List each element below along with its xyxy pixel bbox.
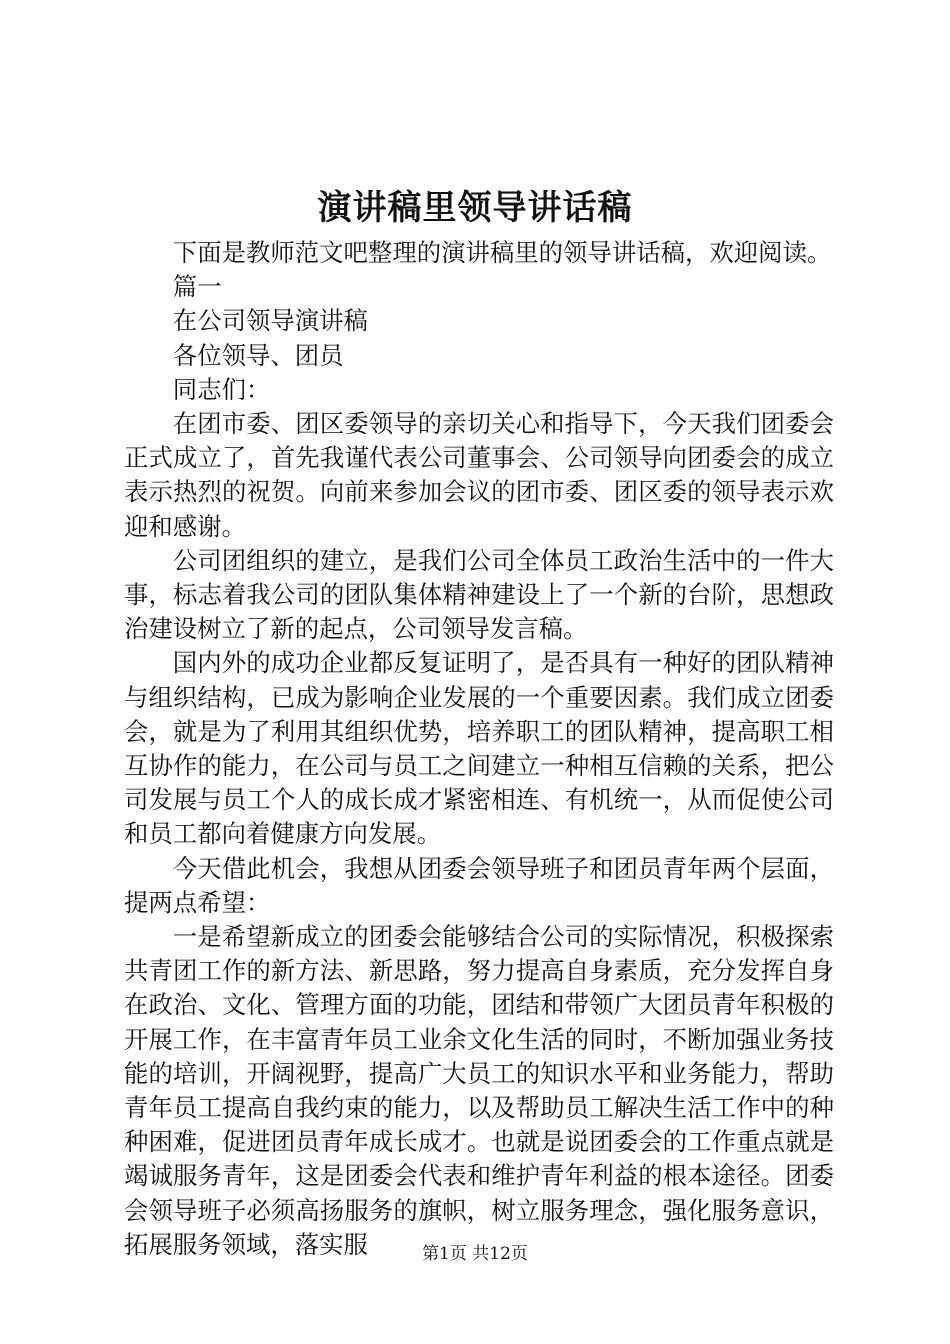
document-title: 演讲稿里领导讲话稿 [317, 188, 633, 228]
paragraph-salutation: 各位领导、团员 [172, 340, 344, 370]
paragraph-intro: 下面是教师范文吧整理的演讲稿里的领导讲话稿，欢迎阅读。 [172, 238, 832, 267]
paragraph-body: 在团市委、团区委领导的亲切关心和指导下，今天我们团委会正式成立了，首先我谨代表公司董事会、公司领导向团委会的成立表示热烈的祝贺。向前来参加会议的团市委、团区委的领导表示欢迎和感谢。 [124, 409, 834, 541]
paragraph-body: 公司团组织的建立，是我们公司全体员工政治生活中的一件大事，标志着我公司的团队集体精神建设上了一个新的台阶，思想政治建设树立了新的起点，公司领导发言稿。 [124, 545, 834, 644]
paragraph-body: 国内外的成功企业都反复证明了，是否具有一种好的团队精神与组织结构，已成为影响企业发展的一个重要因素。我们成立团委会，就是为了利用其组织优势，培养职工的团队精神，提高职工相互协作的能力，在公司与员工之间建立一种相互信赖的关系，把公司发展与员工个人的成长成才紧密相连、有机统一，从而促使公司和员工都向着健康方向发展。 [124, 648, 834, 849]
paragraph-body: 一是希望新成立的团委会能够结合公司的实际情况，积极探索共青团工作的新方法、新思路，努力提高自身素质，充分发挥自身在政治、文化、管理方面的功能，团结和带领广大团员青年积极的开展工作，在丰富青年员工业余文化生活的同时，不断加强业务技能的培训，开阔视野，提高广大员工的知识水平和业务能力，帮助青年员工提高自我约束的能力，以及帮助员工解决生活工作中的种种困难，促进团员青年成长成才。也就是说团委会的工作重点就是竭诚服务青年，这是团委会代表和维护青年利益的根本途径。团委会领导班子必须高扬服务的旗帜，树立服务理念，强化服务意识，拓展服务领域，落实服 [124, 922, 834, 1259]
paragraph-body: 今天借此机会，我想从团委会领导班子和团员青年两个层面，提两点希望： [124, 853, 834, 917]
paragraph-salutation-2: 同志们： [172, 374, 271, 404]
page-footer: 第1页 共12页 [422, 1244, 528, 1264]
paragraph-section-label: 篇一 [172, 272, 222, 302]
document-body [124, 236, 834, 1262]
paragraph-subtitle: 在公司领导演讲稿 [172, 306, 368, 336]
